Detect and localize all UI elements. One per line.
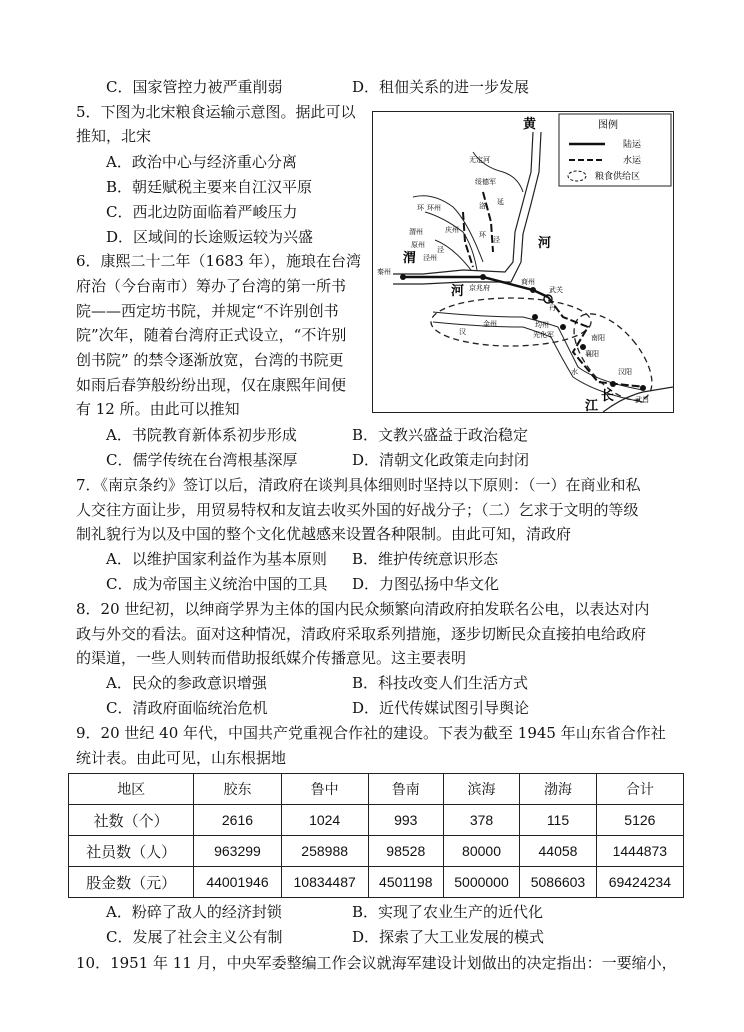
table-cell: 98528 — [368, 836, 443, 867]
q7-option-d: D．力图弘扬中华文化 — [352, 575, 500, 593]
table-cell: 1444873 — [596, 836, 683, 867]
q6-stem-line: 院——西定坊书院，并规定“不许别创书 — [76, 302, 339, 320]
river-name: 长 — [601, 389, 615, 404]
q5-option-d: D．区域间的长途贩运较为兴盛 — [106, 228, 314, 246]
q7-stem-line: 7．《南京条约》签订以后，清政府在谈判具体细则时坚持以下原则：（一）在商业和私 — [76, 476, 641, 494]
table-header-cell: 胶东 — [194, 774, 281, 805]
table-header-row — [69, 774, 684, 805]
table-row — [69, 867, 684, 898]
table-cell: 5000000 — [443, 867, 519, 898]
place-label: 渭州 — [409, 228, 423, 236]
q8-stem-line: 的渠道，一些人则转而借助报纸媒介传播意见。这主要表明 — [76, 649, 467, 667]
place-label: 绥德军 — [475, 178, 496, 186]
q6-stem-line: 6．康熙二十二年（1683 年），施琅在台湾 — [76, 252, 361, 270]
q5-option-c: C．西北边防面临着严峻压力 — [106, 203, 298, 221]
table-header-cell: 鲁中 — [281, 774, 368, 805]
q6-stem-line: 如雨后春笋般纷纷出现，仅在康熙年间便 — [76, 376, 347, 394]
table-cell: 社数（个） — [69, 805, 194, 836]
place-label: 丹 — [549, 304, 556, 312]
place-label: 原州 — [411, 241, 425, 249]
q6-stem-line: 有 12 所。由此可以推知 — [76, 400, 240, 418]
place-label: 延 — [497, 198, 504, 206]
legend-title: 图例 — [598, 120, 618, 131]
q8-option-d: D．近代传媒试图引导舆论 — [352, 699, 530, 717]
q8-option-b: B．科技改变人们生活方式 — [352, 674, 529, 692]
river-name: 黄 — [523, 117, 537, 132]
table-cell: 1024 — [281, 805, 368, 836]
q5-stem-line: 5．下图为北宋粮食运输示意图。据此可以 — [76, 103, 356, 121]
table-cell: 993 — [368, 805, 443, 836]
place-label: 京兆府 — [469, 284, 490, 292]
place-label: 无定河 — [469, 156, 490, 164]
table-row — [69, 805, 684, 836]
table-header-cell: 鲁南 — [368, 774, 443, 805]
q7-option-b: B．维护传统意识形态 — [352, 550, 499, 568]
place-label: 均州 — [535, 321, 549, 329]
q8-stem-line: 8．20 世纪初，以绅商学界为主体的国内民众频繁向清政府拍发联名公电，以表达对内 — [76, 600, 650, 618]
q9-stem-line: 统计表。由此可见，山东根据地 — [76, 749, 287, 767]
q6-option-b: B．文教兴盛益于政治稳定 — [352, 426, 529, 444]
q5-option-b: B．朝廷赋税主要来自江汉平原 — [106, 178, 313, 196]
q4-option-c: C．国家管控力被严重削弱 — [106, 78, 283, 96]
table-cell: 44001946 — [194, 867, 281, 898]
place-label: 泾 — [493, 236, 500, 244]
place-label: 泾州 — [423, 254, 437, 262]
q9-option-c: C．发展了社会主义公有制 — [106, 928, 283, 946]
place-label: 武昌 — [635, 396, 649, 404]
table-cell: 5086603 — [520, 867, 596, 898]
q7-option-a: A．以维护国家利益作为基本原则 — [106, 550, 327, 568]
river-name: 河 — [451, 284, 465, 299]
table-cell: 115 — [520, 805, 596, 836]
place-label: 南阳 — [591, 334, 605, 342]
place-label: 庆州 — [445, 226, 459, 234]
q8-option-a: A．民众的参政意识增强 — [106, 674, 267, 692]
table-cell: 80000 — [443, 836, 519, 867]
table-cell: 258988 — [281, 836, 368, 867]
legend-supply: 粮食供给区 — [595, 172, 641, 182]
place-label: 环 — [479, 231, 486, 239]
q10-stem-line: 10．1951 年 11 月，中央军委整编工作会议就海军建设计划做出的决定指出：一要缩小， — [76, 954, 677, 972]
table-cell: 4501198 — [368, 867, 443, 898]
q6-stem-line: 创书院” 的禁令逐渐放宽，台湾的书院更 — [76, 351, 344, 369]
table-header-cell: 滨海 — [443, 774, 519, 805]
cooperative-statistics-table — [68, 773, 684, 898]
table-cell: 378 — [443, 805, 519, 836]
place-label: 光化军 — [533, 331, 554, 339]
place-label: 武关 — [549, 286, 563, 294]
river-name: 河 — [538, 236, 552, 251]
river-name: 渭 — [403, 251, 417, 266]
place-label: 秦州 — [377, 268, 391, 276]
place-label: 襄阳 — [585, 350, 599, 358]
table-cell: 5126 — [596, 805, 683, 836]
table-row — [69, 836, 684, 867]
legend-water: 水运 — [623, 156, 642, 166]
q9-option-a: A．粉碎了敌人的经济封锁 — [106, 903, 282, 921]
q8-stem-line: 政与外交的看法。面对这种情况，清政府采取系列措施，逐步切断民众直接拍电给政府 — [76, 625, 647, 643]
q9-option-d: D．探索了大工业发展的模式 — [352, 928, 545, 946]
table-cell: 股金数（元） — [69, 867, 194, 898]
river-name: 江 — [585, 399, 599, 412]
q4-option-d: D．租佃关系的进一步发展 — [352, 78, 530, 96]
table-cell: 963299 — [194, 836, 281, 867]
q6-stem-line: 府治（今台南市）筹办了台湾的第一所书 — [76, 277, 347, 295]
place-label: 金州 — [483, 320, 497, 328]
table-cell: 44058 — [520, 836, 596, 867]
legend-land: 陆运 — [623, 140, 642, 150]
place-label: 商州 — [521, 278, 535, 286]
q7-stem-line: 人交往方面让步，用贸易特权和友谊去收买外国的好战分子；（二）乞求于文明的等级 — [76, 501, 639, 519]
table-header-cell: 渤海 — [520, 774, 596, 805]
q8-option-c: C．清政府面临统治危机 — [106, 699, 268, 717]
table-header-cell: 合计 — [596, 774, 683, 805]
q7-stem-line: 制礼貌行为以及中国的整个文化优越感来设置各种限制。由此可知，清政府 — [76, 525, 572, 543]
q6-option-a: A．书院教育新体系初步形成 — [106, 426, 297, 444]
q5-stem-line: 推知，北宋 — [76, 127, 152, 145]
q6-option-d: D．清朝文化政策走向封闭 — [352, 451, 530, 469]
q6-stem-line: 院”次年，随着台湾府正式设立，“不许别 — [76, 326, 347, 344]
table-cell: 2616 — [194, 805, 281, 836]
table-header-cell: 地区 — [69, 774, 194, 805]
place-label: 泾 — [437, 246, 444, 254]
table-cell: 社员数（人） — [69, 836, 194, 867]
grain-transport-map — [372, 111, 674, 413]
q9-option-b: B．实现了农业生产的近代化 — [352, 903, 544, 921]
place-label: 汉 — [459, 328, 466, 336]
place-label: 环州 — [427, 204, 441, 212]
q9-stem-line: 9．20 世纪 40 年代，中国共产党重视合作社的建设。下表为截至 1945 年山东省合作社 — [76, 724, 666, 742]
place-label: 水 — [571, 368, 578, 376]
place-label: 洛 — [479, 202, 486, 210]
place-label: 环 — [417, 204, 424, 212]
q7-option-c: C．成为帝国主义统治中国的工具 — [106, 575, 328, 593]
place-label: 汉阳 — [618, 368, 632, 376]
q5-option-a: A．政治中心与经济重心分离 — [106, 153, 297, 171]
q6-option-c: C．儒学传统在台湾根基深厚 — [106, 451, 298, 469]
supply-area — [431, 298, 591, 346]
table-cell: 69424234 — [596, 867, 683, 898]
table-cell: 10834487 — [281, 867, 368, 898]
